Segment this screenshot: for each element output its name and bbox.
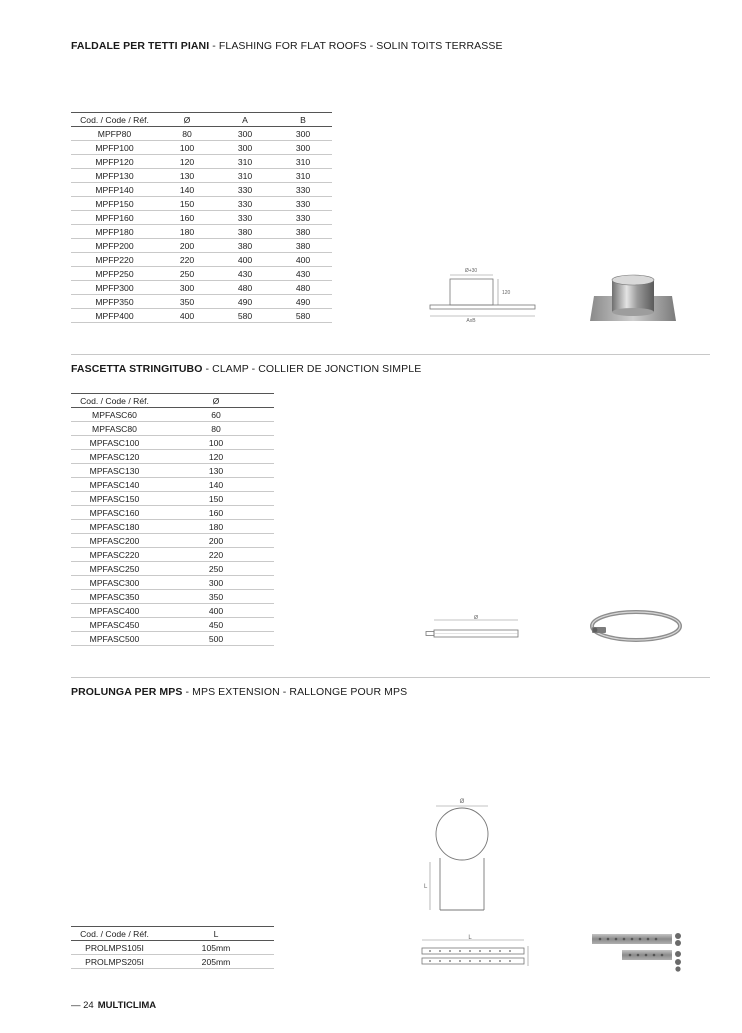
table-cell: 220 bbox=[158, 253, 216, 267]
table-row bbox=[71, 422, 274, 436]
extension-table bbox=[71, 926, 274, 969]
table-cell: MPFASC80 bbox=[71, 422, 158, 436]
table-cell: MPFASC150 bbox=[71, 492, 158, 506]
table-cell: MPFP180 bbox=[71, 225, 158, 239]
table-header-cell: Ø bbox=[158, 394, 274, 408]
table-row bbox=[71, 464, 274, 478]
flashing-technical-drawing bbox=[428, 262, 538, 324]
table-cell: 380 bbox=[274, 225, 332, 239]
flashing-product-image bbox=[588, 272, 678, 324]
table-cell: MPFASC350 bbox=[71, 590, 158, 604]
table-cell: 140 bbox=[158, 183, 216, 197]
table-cell: 250 bbox=[158, 562, 274, 576]
table-cell: PROLMPS205I bbox=[71, 955, 158, 969]
diameter-label: Ø+30 bbox=[464, 268, 478, 274]
table-cell: 200 bbox=[158, 534, 274, 548]
table-cell: MPFP220 bbox=[71, 253, 158, 267]
brand-name: MULTICLIMA bbox=[97, 1000, 157, 1011]
table-cell: MPFP300 bbox=[71, 281, 158, 295]
table-header-cell: Ø bbox=[158, 113, 216, 127]
table-row bbox=[71, 618, 274, 632]
table-row bbox=[71, 408, 274, 422]
section-title-flashing bbox=[71, 40, 503, 52]
base-label: AxB bbox=[466, 318, 476, 324]
table-cell: 300 bbox=[274, 127, 332, 141]
table-cell: 80 bbox=[158, 127, 216, 141]
table-row bbox=[71, 955, 274, 969]
table-cell: MPFP80 bbox=[71, 127, 158, 141]
table-cell: MPFASC100 bbox=[71, 436, 158, 450]
table-cell: 180 bbox=[158, 225, 216, 239]
table-cell: 480 bbox=[216, 281, 274, 295]
section-title-bold: FALDALE PER TETTI PIANI bbox=[71, 40, 210, 52]
section-title-rest: - CLAMP - COLLIER DE JONCTION SIMPLE bbox=[202, 363, 422, 375]
table-cell: 300 bbox=[216, 141, 274, 155]
length-label: L bbox=[424, 884, 428, 890]
table-cell: MPFASC250 bbox=[71, 562, 158, 576]
height-label: 120 bbox=[502, 290, 511, 296]
table-cell: 300 bbox=[158, 576, 274, 590]
section-title-extension bbox=[71, 686, 407, 698]
table-header-cell: B bbox=[274, 113, 332, 127]
table-row bbox=[71, 155, 332, 169]
table-cell: 430 bbox=[216, 267, 274, 281]
table-cell: 490 bbox=[274, 295, 332, 309]
table-cell: MPFASC220 bbox=[71, 548, 158, 562]
table-row bbox=[71, 141, 332, 155]
table-row bbox=[71, 492, 274, 506]
table-cell: 105mm bbox=[158, 941, 274, 955]
table-row bbox=[71, 548, 274, 562]
table-row bbox=[71, 520, 274, 534]
table-cell: 400 bbox=[216, 253, 274, 267]
table-cell: 160 bbox=[158, 211, 216, 225]
table-cell: MPFASC60 bbox=[71, 408, 158, 422]
table-cell: MPFP120 bbox=[71, 155, 158, 169]
table-row bbox=[71, 295, 332, 309]
table-cell: MPFP250 bbox=[71, 267, 158, 281]
table-cell: 400 bbox=[274, 253, 332, 267]
table-cell: 100 bbox=[158, 436, 274, 450]
table-row bbox=[71, 604, 274, 618]
table-cell: 310 bbox=[216, 169, 274, 183]
table-row bbox=[71, 211, 332, 225]
strip-length-label: L bbox=[468, 935, 472, 941]
table-row bbox=[71, 562, 274, 576]
table-cell: 450 bbox=[158, 618, 274, 632]
table-cell: 130 bbox=[158, 169, 216, 183]
table-cell: 220 bbox=[158, 548, 274, 562]
table-cell: 310 bbox=[274, 169, 332, 183]
table-row bbox=[71, 576, 274, 590]
table-cell: MPFP400 bbox=[71, 309, 158, 323]
page-number: — 24 bbox=[71, 1000, 94, 1011]
table-cell: 310 bbox=[274, 155, 332, 169]
table-cell: 480 bbox=[274, 281, 332, 295]
table-cell: 580 bbox=[274, 309, 332, 323]
table-cell: 580 bbox=[216, 309, 274, 323]
table-cell: 380 bbox=[216, 239, 274, 253]
table-cell: 250 bbox=[158, 267, 216, 281]
extension-strip-drawing bbox=[414, 932, 532, 972]
table-row bbox=[71, 127, 332, 141]
table-row bbox=[71, 590, 274, 604]
table-header-cell: Cod. / Code / Réf. bbox=[71, 113, 158, 127]
table-cell: 60 bbox=[158, 408, 274, 422]
table-row bbox=[71, 281, 332, 295]
table-row bbox=[71, 478, 274, 492]
table-header-cell: Cod. / Code / Réf. bbox=[71, 394, 158, 408]
table-cell: MPFASC130 bbox=[71, 464, 158, 478]
pipe-circle bbox=[436, 808, 488, 860]
table-cell: 500 bbox=[158, 632, 274, 646]
table-cell: 140 bbox=[158, 478, 274, 492]
table-cell: MPFASC450 bbox=[71, 618, 158, 632]
table-cell: 490 bbox=[216, 295, 274, 309]
table-header-cell: A bbox=[216, 113, 274, 127]
table-row bbox=[71, 197, 332, 211]
table-cell: 120 bbox=[158, 450, 274, 464]
table-cell: PROLMPS105I bbox=[71, 941, 158, 955]
table-cell: MPFASC180 bbox=[71, 520, 158, 534]
clamp-screw bbox=[426, 632, 434, 636]
table-cell: 310 bbox=[216, 155, 274, 169]
table-cell: 330 bbox=[274, 197, 332, 211]
table-cell: MPFP200 bbox=[71, 239, 158, 253]
section-title-bold: PROLUNGA PER MPS bbox=[71, 686, 183, 698]
diameter-label: Ø bbox=[459, 799, 465, 805]
table-row bbox=[71, 225, 332, 239]
table-cell: 120 bbox=[158, 155, 216, 169]
table-cell: MPFP140 bbox=[71, 183, 158, 197]
clamp-table bbox=[71, 393, 274, 646]
table-cell: 200 bbox=[158, 239, 216, 253]
table-row bbox=[71, 450, 274, 464]
table-cell: 150 bbox=[158, 197, 216, 211]
section-title-bold: FASCETTA STRINGITUBO bbox=[71, 363, 203, 375]
table-cell: MPFASC160 bbox=[71, 506, 158, 520]
table-cell: 380 bbox=[216, 225, 274, 239]
table-cell: 160 bbox=[158, 506, 274, 520]
table-cell: MPFASC500 bbox=[71, 632, 158, 646]
table-cell: MPFASC400 bbox=[71, 604, 158, 618]
table-cell: 130 bbox=[158, 464, 274, 478]
table-cell: MPFP100 bbox=[71, 141, 158, 155]
table-cell: MPFP160 bbox=[71, 211, 158, 225]
divider-1 bbox=[71, 354, 710, 355]
table-row bbox=[71, 183, 332, 197]
table-cell: 180 bbox=[158, 520, 274, 534]
table-cell: 330 bbox=[216, 183, 274, 197]
table-cell: 300 bbox=[158, 281, 216, 295]
table-header-cell: Cod. / Code / Réf. bbox=[71, 927, 158, 941]
table-cell: 100 bbox=[158, 141, 216, 155]
table-cell: 430 bbox=[274, 267, 332, 281]
table-cell: 330 bbox=[216, 211, 274, 225]
section-title-rest: - FLASHING FOR FLAT ROOFS - SOLIN TOITS TERRASSE bbox=[209, 40, 503, 52]
clamp-product-image bbox=[586, 605, 686, 647]
table-row bbox=[71, 436, 274, 450]
table-row bbox=[71, 534, 274, 548]
table-cell: MPFASC120 bbox=[71, 450, 158, 464]
table-cell: 300 bbox=[274, 141, 332, 155]
table-cell: 330 bbox=[274, 183, 332, 197]
table-cell: 400 bbox=[158, 604, 274, 618]
page-footer bbox=[71, 1000, 156, 1011]
table-cell: 400 bbox=[158, 309, 216, 323]
diameter-label: Ø bbox=[473, 615, 479, 621]
table-row bbox=[71, 253, 332, 267]
table-cell: 205mm bbox=[158, 955, 274, 969]
table-cell: 150 bbox=[158, 492, 274, 506]
section-title-clamp bbox=[71, 363, 421, 375]
table-cell: MPFASC200 bbox=[71, 534, 158, 548]
table-cell: MPFP350 bbox=[71, 295, 158, 309]
flashing-table bbox=[71, 112, 332, 323]
divider-2 bbox=[71, 677, 710, 678]
table-cell: MPFASC300 bbox=[71, 576, 158, 590]
clamp-technical-drawing bbox=[424, 612, 524, 646]
table-cell: MPFP130 bbox=[71, 169, 158, 183]
table-row bbox=[71, 309, 332, 323]
table-cell: 350 bbox=[158, 295, 216, 309]
table-cell: 350 bbox=[158, 590, 274, 604]
table-cell: 300 bbox=[216, 127, 274, 141]
table-row bbox=[71, 239, 332, 253]
table-cell: 80 bbox=[158, 422, 274, 436]
table-row bbox=[71, 169, 332, 183]
flashing-base bbox=[430, 305, 535, 309]
table-row bbox=[71, 267, 332, 281]
table-cell: 330 bbox=[216, 197, 274, 211]
table-cell: 330 bbox=[274, 211, 332, 225]
table-cell: MPFP150 bbox=[71, 197, 158, 211]
table-header-cell: L bbox=[158, 927, 274, 941]
table-cell: MPFASC140 bbox=[71, 478, 158, 492]
table-cell: 380 bbox=[274, 239, 332, 253]
section-title-rest: - MPS EXTENSION - RALLONGE POUR MPS bbox=[182, 686, 408, 698]
flashing-chimney bbox=[450, 279, 493, 305]
extension-technical-drawing bbox=[418, 792, 500, 916]
table-row bbox=[71, 506, 274, 520]
extension-product-image bbox=[590, 928, 686, 974]
table-row bbox=[71, 632, 274, 646]
table-row bbox=[71, 941, 274, 955]
